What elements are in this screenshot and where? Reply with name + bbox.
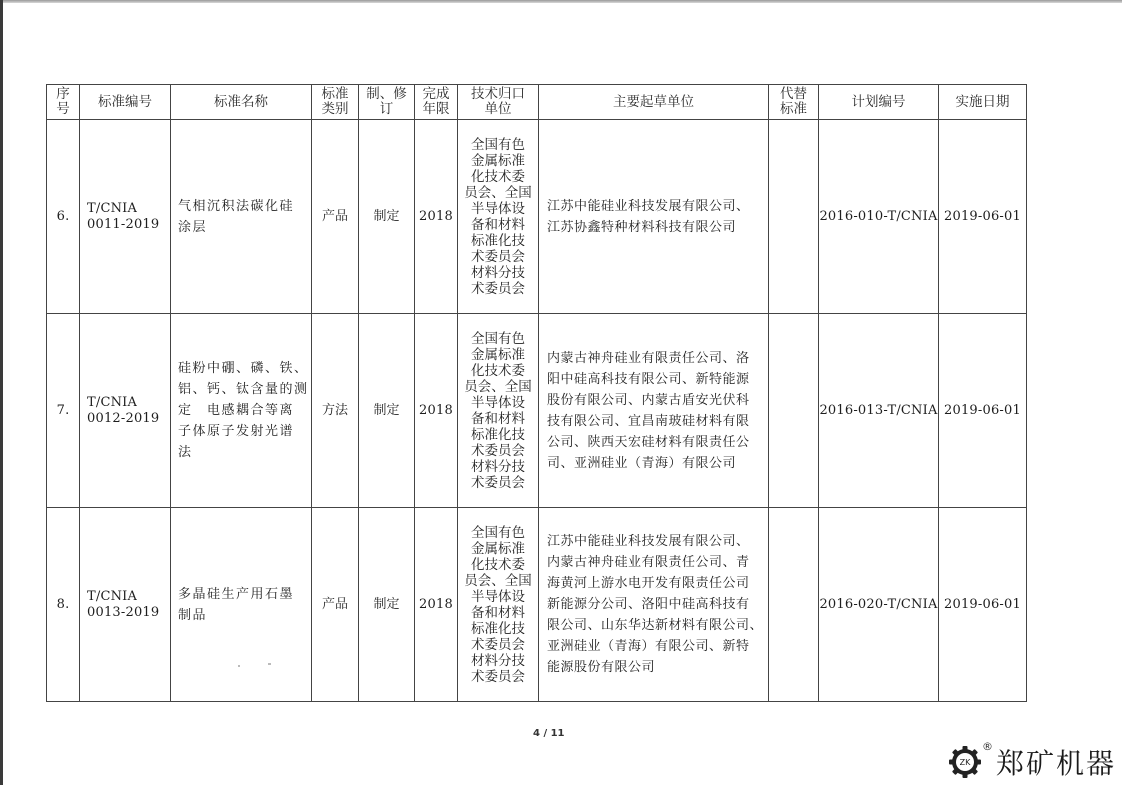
cell-effective-date: 2019-06-01 xyxy=(939,508,1027,702)
header-seq: 序 号 xyxy=(47,85,80,120)
scan-speck xyxy=(268,663,271,665)
cell-std-name: 多晶硅生产用石墨 制品 xyxy=(171,508,312,702)
cell-std-no: T/CNIA 0012-2019 xyxy=(80,314,171,508)
table-row xyxy=(47,508,1027,702)
cell-seq: 7. xyxy=(47,314,80,508)
header-category: 标准 类别 xyxy=(312,85,359,120)
cell-plan-no: 2016-013-T/CNIA xyxy=(819,314,939,508)
cell-committee: 全国有色 金属标准 化技术委 员会、全国 半导体设 备和材料 标准化技 术委员会 材料分技 术委员会 xyxy=(458,314,539,508)
header-plan-no: 计划编号 xyxy=(819,85,939,120)
cell-category: 产品 xyxy=(312,120,359,314)
cell-deadline: 2018 xyxy=(415,314,458,508)
cell-effective-date: 2019-06-01 xyxy=(939,120,1027,314)
cell-seq: 8. xyxy=(47,508,80,702)
cell-std-no: T/CNIA 0013-2019 xyxy=(80,508,171,702)
svg-text:ZK: ZK xyxy=(959,758,971,767)
header-deadline: 完成 年限 xyxy=(415,85,458,120)
cell-replaces xyxy=(769,120,819,314)
table-header-row xyxy=(47,85,1027,120)
cell-committee: 全国有色 金属标准 化技术委 员会、全国 半导体设 备和材料 标准化技 术委员会 材料分技 术委员会 xyxy=(458,508,539,702)
cell-plan-no: 2016-010-T/CNIA xyxy=(819,120,939,314)
cell-seq: 6. xyxy=(47,120,80,314)
cell-revision: 制定 xyxy=(359,314,415,508)
header-std-name: 标准名称 xyxy=(171,85,312,120)
cell-replaces xyxy=(769,508,819,702)
cell-effective-date: 2019-06-01 xyxy=(939,314,1027,508)
header-committee: 技术归口 单位 xyxy=(458,85,539,120)
cell-category: 方法 xyxy=(312,314,359,508)
cell-std-name: 硅粉中硼、磷、铁、 铝、钙、钛含量的测 定 电感耦合等离 子体原子发射光谱 法 xyxy=(171,314,312,508)
registered-mark: ® xyxy=(982,740,993,753)
table-row xyxy=(47,314,1027,508)
standards-table xyxy=(46,84,1027,702)
cell-std-name: 气相沉积法碳化硅 涂层 xyxy=(171,120,312,314)
header-drafters: 主要起草单位 xyxy=(539,85,769,120)
header-replaces: 代替 标准 xyxy=(769,85,819,120)
cell-drafters: 内蒙古神舟硅业有限责任公司、洛 阳中硅高科技有限公司、新特能源 股份有限公司、内蒙古盾安光伏科 技有限公司、宜昌南玻硅材料有限 公司、陕西天宏硅材料有限责任公 司、亚洲硅业（青海）有限公司 xyxy=(539,314,769,508)
cell-drafters: 江苏中能硅业科技发展有限公司、 江苏协鑫特种材料科技有限公司 xyxy=(539,120,769,314)
cell-deadline: 2018 xyxy=(415,120,458,314)
cell-drafters: 江苏中能硅业科技发展有限公司、 内蒙古神舟硅业有限责任公司、青 海黄河上游水电开发有限责任公司 新能源分公司、洛阳中硅高科技有 限公司、山东华达新材料有限公司、 亚洲硅业（青海）有限公司、新特 能源股份有限公司 xyxy=(539,508,769,702)
cell-std-no: T/CNIA 0011-2019 xyxy=(80,120,171,314)
page-number: 4 / 11 xyxy=(533,728,565,739)
gear-logo-icon xyxy=(948,745,982,779)
header-std-no: 标准编号 xyxy=(80,85,171,120)
cell-replaces xyxy=(769,314,819,508)
header-effective-date: 实施日期 xyxy=(939,85,1027,120)
cell-revision: 制定 xyxy=(359,120,415,314)
page-left-edge xyxy=(0,0,3,785)
cell-committee: 全国有色 金属标准 化技术委 员会、全国 半导体设 备和材料 标准化技 术委员会 材料分技 术委员会 xyxy=(458,120,539,314)
brand-watermark xyxy=(948,742,1116,782)
table-row xyxy=(47,120,1027,314)
cell-category: 产品 xyxy=(312,508,359,702)
cell-revision: 制定 xyxy=(359,508,415,702)
cell-plan-no: 2016-020-T/CNIA xyxy=(819,508,939,702)
page-top-edge xyxy=(0,0,1122,3)
scan-speck xyxy=(238,665,240,667)
header-revision: 制、修 订 xyxy=(359,85,415,120)
brand-name: 郑矿机器 xyxy=(996,747,1117,780)
cell-deadline: 2018 xyxy=(415,508,458,702)
